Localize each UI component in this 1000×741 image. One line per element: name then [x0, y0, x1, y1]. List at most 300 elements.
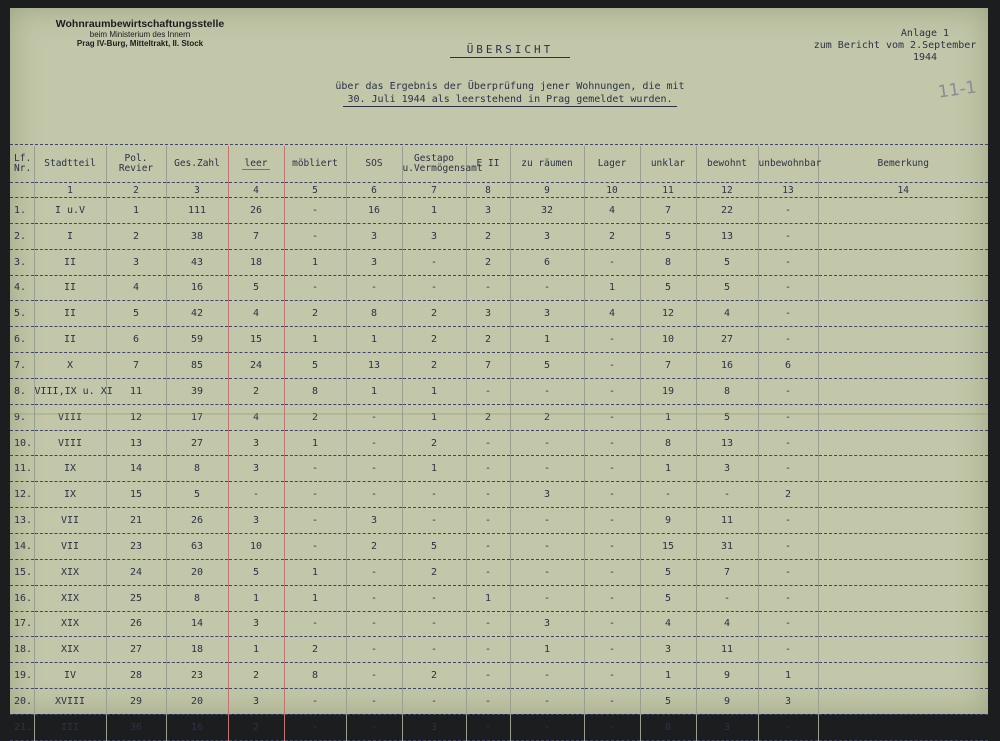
table-cell: - — [402, 508, 466, 534]
table-cell: 1 — [510, 327, 584, 353]
table-cell: 8 — [346, 301, 402, 327]
column-number: 10 — [584, 183, 640, 198]
table-row — [10, 198, 988, 224]
table-cell: 26 — [166, 508, 228, 534]
table-cell: 3 — [510, 223, 584, 249]
row-number: 12. — [10, 482, 34, 508]
table-cell: 20 — [166, 689, 228, 715]
table-cell: - — [758, 404, 818, 430]
table-cell: - — [758, 327, 818, 353]
table-cell: 1 — [346, 378, 402, 404]
table-cell: VII — [34, 508, 106, 534]
table-cell: - — [510, 456, 584, 482]
row-number: 16. — [10, 585, 34, 611]
table-cell — [818, 249, 988, 275]
table-cell: 1 — [640, 404, 696, 430]
table-cell: - — [696, 482, 758, 508]
table-cell: 16 — [166, 714, 228, 740]
table-cell: 2 — [402, 353, 466, 379]
table-cell — [818, 637, 988, 663]
table-cell: II — [34, 275, 106, 301]
table-cell: 8 — [166, 585, 228, 611]
table-cell — [818, 611, 988, 637]
table-cell: 1 — [284, 430, 346, 456]
table-cell — [818, 223, 988, 249]
table-cell: - — [284, 456, 346, 482]
table-cell: IV — [34, 663, 106, 689]
table-cell — [818, 378, 988, 404]
table-cell: 85 — [166, 353, 228, 379]
table-cell: II — [34, 249, 106, 275]
table-cell: 2 — [466, 249, 510, 275]
table-cell: - — [584, 378, 640, 404]
row-number: 3. — [10, 249, 34, 275]
table-cell: - — [584, 456, 640, 482]
table-row — [10, 275, 988, 301]
table-cell: - — [466, 714, 510, 740]
table-cell: 2 — [106, 223, 166, 249]
table-cell: - — [284, 508, 346, 534]
table-cell: 8 — [284, 378, 346, 404]
table-row — [10, 508, 988, 534]
table-cell: - — [510, 559, 584, 585]
column-header — [228, 146, 284, 183]
table-cell: XIX — [34, 637, 106, 663]
table-cell: - — [346, 585, 402, 611]
table-cell: 1 — [584, 275, 640, 301]
table-cell: 8 — [696, 378, 758, 404]
table-cell: 13 — [696, 223, 758, 249]
table-cell — [818, 456, 988, 482]
table-row — [10, 611, 988, 637]
table-cell: 1 — [228, 585, 284, 611]
document-subtitle — [310, 80, 710, 106]
table-row — [10, 456, 988, 482]
table-cell: 9 — [696, 689, 758, 715]
table-cell: - — [466, 508, 510, 534]
table-cell: 10 — [228, 533, 284, 559]
table-cell: 2 — [346, 533, 402, 559]
table-cell: 2 — [284, 404, 346, 430]
table-cell: 2 — [402, 559, 466, 585]
column-header: E II — [466, 146, 510, 183]
table-cell: 5 — [228, 275, 284, 301]
table-cell: - — [584, 404, 640, 430]
table-cell: 2 — [758, 482, 818, 508]
table-cell: - — [584, 482, 640, 508]
table-row — [10, 637, 988, 663]
table-cell: II — [34, 301, 106, 327]
table-cell: 5 — [640, 275, 696, 301]
table-cell: - — [402, 482, 466, 508]
column-header-label: leer — [242, 158, 271, 170]
table-cell: VII — [34, 533, 106, 559]
letterhead — [40, 18, 240, 48]
table-cell — [818, 663, 988, 689]
table-cell: 1 — [640, 456, 696, 482]
table-cell: 17 — [166, 404, 228, 430]
table-row — [10, 689, 988, 715]
table-body — [10, 146, 988, 740]
table-cell: - — [584, 637, 640, 663]
table-cell: 2 — [466, 327, 510, 353]
table-cell: 1 — [758, 663, 818, 689]
table-row — [10, 663, 988, 689]
table-cell: 24 — [228, 353, 284, 379]
table-cell: 18 — [166, 637, 228, 663]
row-number: 5. — [10, 301, 34, 327]
table-cell: 1 — [228, 637, 284, 663]
row-number: 2. — [10, 223, 34, 249]
table-cell: 8 — [640, 249, 696, 275]
table-cell: VIII — [34, 430, 106, 456]
table-cell: 3 — [466, 301, 510, 327]
table-cell: 2 — [284, 301, 346, 327]
table-row — [10, 533, 988, 559]
table-cell: 22 — [696, 198, 758, 224]
table-cell: 2 — [402, 301, 466, 327]
annex-note — [800, 28, 990, 64]
table-cell: - — [466, 378, 510, 404]
row-number: 9. — [10, 404, 34, 430]
table-cell: 14 — [166, 611, 228, 637]
table-cell: - — [402, 275, 466, 301]
table-cell: - — [466, 533, 510, 559]
row-number: 10. — [10, 430, 34, 456]
table-cell: 2 — [402, 327, 466, 353]
table-cell: 63 — [166, 533, 228, 559]
table-cell: - — [584, 663, 640, 689]
table-cell: - — [758, 378, 818, 404]
table-cell: 15 — [106, 482, 166, 508]
table-cell: 1 — [640, 663, 696, 689]
table-cell: - — [758, 637, 818, 663]
table-cell: 8 — [166, 456, 228, 482]
table-cell: - — [758, 301, 818, 327]
table-cell: 23 — [166, 663, 228, 689]
column-header: bewohnt — [696, 146, 758, 183]
table-cell: - — [346, 430, 402, 456]
table-cell: 13 — [696, 430, 758, 456]
table-cell — [818, 533, 988, 559]
table-cell: 10 — [640, 327, 696, 353]
column-number: 11 — [640, 183, 696, 198]
table-row — [10, 353, 988, 379]
table-cell: 3 — [758, 689, 818, 715]
table-cell: - — [346, 689, 402, 715]
table-cell: 7 — [640, 353, 696, 379]
table-cell: - — [758, 533, 818, 559]
column-header: möbliert — [284, 146, 346, 183]
table-cell: - — [346, 559, 402, 585]
table-cell: - — [346, 611, 402, 637]
table-cell: 7 — [696, 559, 758, 585]
table-cell: 3 — [346, 223, 402, 249]
table-cell — [818, 430, 988, 456]
subtitle-line-1: über das Ergebnis der Überprüfung jener Wohnungen, die mit — [335, 81, 685, 92]
document-title: ÜBERSICHT — [450, 43, 570, 58]
paper-fold — [10, 413, 988, 415]
column-header: Gestapo u.Vermögensamt — [402, 146, 466, 183]
row-number: 21. — [10, 714, 34, 740]
table-cell: 6 — [510, 249, 584, 275]
table-cell: II — [34, 327, 106, 353]
document-sheet — [10, 8, 988, 733]
table-top-rule — [10, 144, 988, 145]
table-cell: 16 — [346, 198, 402, 224]
table-row — [10, 714, 988, 740]
table-cell: 11 — [106, 378, 166, 404]
table-row — [10, 378, 988, 404]
table-cell: - — [510, 378, 584, 404]
table-cell: 5 — [640, 689, 696, 715]
table-cell — [818, 585, 988, 611]
table-cell: 3 — [346, 249, 402, 275]
table-cell: 9 — [640, 508, 696, 534]
table-cell: 12 — [640, 301, 696, 327]
table-cell: VIII — [34, 404, 106, 430]
table-cell: 26 — [228, 198, 284, 224]
table-cell: XIX — [34, 559, 106, 585]
table-cell: 2 — [402, 663, 466, 689]
table-cell: - — [346, 637, 402, 663]
table-cell: - — [758, 508, 818, 534]
table-cell: - — [510, 714, 584, 740]
table-cell: - — [402, 585, 466, 611]
table-cell: - — [466, 456, 510, 482]
table-cell: III — [34, 714, 106, 740]
table-cell: 14 — [106, 456, 166, 482]
table-cell: 15 — [228, 327, 284, 353]
column-number: 6 — [346, 183, 402, 198]
column-number: 13 — [758, 183, 818, 198]
table-cell: - — [510, 689, 584, 715]
table-cell — [818, 714, 988, 740]
column-header: Ges.Zahl — [166, 146, 228, 183]
column-header: unbewohnbar — [758, 146, 818, 183]
table-cell: - — [466, 430, 510, 456]
table-cell: 43 — [166, 249, 228, 275]
table-cell: XIX — [34, 611, 106, 637]
column-number: 1 — [34, 183, 106, 198]
table-cell: - — [284, 611, 346, 637]
table-cell: - — [758, 714, 818, 740]
table-cell: - — [466, 689, 510, 715]
letterhead-address: Prag IV-Burg, Mitteltrakt, II. Stock — [76, 39, 204, 48]
table-cell: IX — [34, 482, 106, 508]
row-number: 18. — [10, 637, 34, 663]
table-cell: - — [758, 456, 818, 482]
table-cell: 5 — [640, 585, 696, 611]
table-cell: 1 — [284, 559, 346, 585]
table-cell: 6 — [758, 353, 818, 379]
table-cell: - — [758, 585, 818, 611]
table-cell: 5 — [696, 249, 758, 275]
table-cell: 3 — [402, 223, 466, 249]
table-cell: VIII,IX u. XI — [34, 378, 106, 404]
table-cell: - — [346, 456, 402, 482]
table-cell: - — [584, 611, 640, 637]
table-cell: 3 — [228, 611, 284, 637]
table-row — [10, 249, 988, 275]
table-cell: - — [584, 327, 640, 353]
table-cell: - — [466, 611, 510, 637]
table-cell: 8 — [640, 714, 696, 740]
table-cell: 59 — [166, 327, 228, 353]
table-cell: 3 — [228, 430, 284, 456]
table-row — [10, 585, 988, 611]
table-cell: - — [758, 223, 818, 249]
table-cell: 21 — [106, 508, 166, 534]
row-number: 8. — [10, 378, 34, 404]
column-header: Lager — [584, 146, 640, 183]
table-cell: - — [758, 559, 818, 585]
table-row — [10, 223, 988, 249]
table-cell: - — [584, 559, 640, 585]
subtitle-line-2: 30. Juli 1944 als leerstehend in Prag gemeldet wurden. — [343, 94, 676, 107]
table-cell: 6 — [106, 327, 166, 353]
table-row — [10, 482, 988, 508]
overview-table — [10, 146, 988, 741]
table-cell: - — [466, 482, 510, 508]
table-cell: 16 — [696, 353, 758, 379]
table-cell: - — [346, 482, 402, 508]
table-cell: 42 — [166, 301, 228, 327]
table-cell: - — [758, 430, 818, 456]
table-cell: - — [284, 689, 346, 715]
table-cell: - — [510, 585, 584, 611]
table-cell: - — [584, 585, 640, 611]
table-cell: 2 — [402, 430, 466, 456]
table-cell — [818, 404, 988, 430]
letterhead-ministry: beim Ministerium des Innern — [89, 30, 191, 39]
column-number: 7 — [402, 183, 466, 198]
table-cell: 3 — [510, 482, 584, 508]
table-cell: 1 — [346, 327, 402, 353]
row-number: 11. — [10, 456, 34, 482]
annex-year: 1944 — [912, 52, 938, 63]
table-cell: 29 — [106, 689, 166, 715]
column-number: 14 — [818, 183, 988, 198]
table-cell: 2 — [584, 223, 640, 249]
table-cell: 7 — [640, 198, 696, 224]
table-cell: 4 — [696, 611, 758, 637]
table-cell: 26 — [106, 611, 166, 637]
table-cell: 24 — [106, 559, 166, 585]
row-number: 13. — [10, 508, 34, 534]
table-cell: 3 — [466, 198, 510, 224]
table-cell: 7 — [228, 223, 284, 249]
column-number: 8 — [466, 183, 510, 198]
table-cell: XVIII — [34, 689, 106, 715]
table-cell — [818, 559, 988, 585]
table-cell: 11 — [696, 508, 758, 534]
table-cell: 2 — [228, 378, 284, 404]
table-cell: 36 — [106, 714, 166, 740]
table-row — [10, 301, 988, 327]
table-cell: 1 — [106, 198, 166, 224]
table-cell: - — [284, 275, 346, 301]
table-cell: 3 — [106, 249, 166, 275]
table-cell: 5 — [166, 482, 228, 508]
table-cell: I — [34, 223, 106, 249]
table-cell: 12 — [106, 404, 166, 430]
table-cell — [818, 327, 988, 353]
table-cell: - — [346, 663, 402, 689]
table-cell: 9 — [696, 663, 758, 689]
column-number: 9 — [510, 183, 584, 198]
table-cell: 5 — [402, 533, 466, 559]
table-cell: I u.V — [34, 198, 106, 224]
table-cell: 1 — [402, 378, 466, 404]
row-number: 14. — [10, 533, 34, 559]
table-cell: 16 — [166, 275, 228, 301]
table-cell: 31 — [696, 533, 758, 559]
column-header: unklar — [640, 146, 696, 183]
table-cell: 19 — [640, 378, 696, 404]
row-number: 1. — [10, 198, 34, 224]
table-cell: - — [284, 198, 346, 224]
table-cell: - — [284, 714, 346, 740]
table-cell: 3 — [696, 714, 758, 740]
table-cell — [818, 689, 988, 715]
header-row — [10, 146, 988, 183]
table-cell: - — [466, 663, 510, 689]
table-cell: - — [228, 482, 284, 508]
table-cell: - — [510, 533, 584, 559]
table-row — [10, 327, 988, 353]
table-cell: 38 — [166, 223, 228, 249]
table-cell: - — [510, 508, 584, 534]
table-cell: - — [346, 404, 402, 430]
table-cell: - — [284, 482, 346, 508]
row-number: 19. — [10, 663, 34, 689]
table-cell: 4 — [228, 301, 284, 327]
table-cell: 15 — [640, 533, 696, 559]
table-cell — [818, 353, 988, 379]
table-cell: - — [584, 533, 640, 559]
table-cell: - — [584, 353, 640, 379]
table-cell: - — [758, 611, 818, 637]
table-cell: 1 — [284, 327, 346, 353]
table-cell: - — [640, 482, 696, 508]
table-cell: 13 — [106, 430, 166, 456]
table-cell: 1 — [466, 585, 510, 611]
table-cell: 4 — [106, 275, 166, 301]
table-cell: - — [758, 275, 818, 301]
column-header: Lf. Nr. — [10, 146, 34, 183]
column-number: 2 — [106, 183, 166, 198]
table-cell: 28 — [106, 663, 166, 689]
table-cell: 11 — [696, 637, 758, 663]
table-cell: 4 — [696, 301, 758, 327]
table-cell: - — [346, 714, 402, 740]
table-cell: 1 — [402, 198, 466, 224]
row-number: 20. — [10, 689, 34, 715]
table-cell: 5 — [510, 353, 584, 379]
table-cell: - — [346, 275, 402, 301]
table-cell: 3 — [640, 637, 696, 663]
table-cell: 2 — [228, 663, 284, 689]
table-cell: 5 — [640, 223, 696, 249]
table-cell: - — [466, 275, 510, 301]
table-cell: IX — [34, 456, 106, 482]
table-cell: 4 — [584, 301, 640, 327]
column-number: 4 — [228, 183, 284, 198]
table-cell — [818, 275, 988, 301]
table-cell: 39 — [166, 378, 228, 404]
table-cell: 13 — [346, 353, 402, 379]
